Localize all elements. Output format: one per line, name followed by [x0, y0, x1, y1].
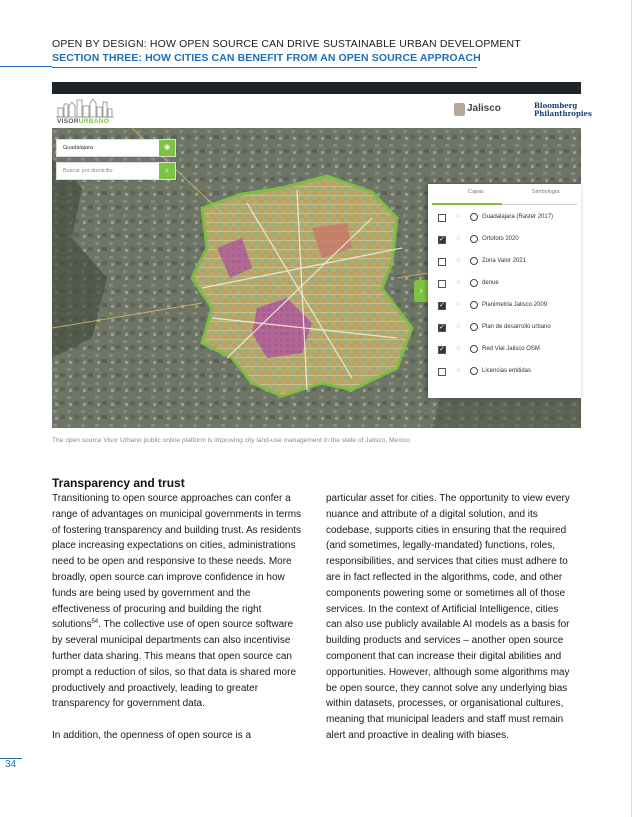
layer-row[interactable] [438, 366, 578, 380]
layer-checkbox[interactable]: ✓ [439, 324, 445, 331]
app-header [52, 94, 592, 128]
tab-layers[interactable]: Capas [468, 189, 484, 195]
drag-handle-icon[interactable]: ⁘ [455, 256, 462, 265]
drag-handle-icon[interactable]: ⁘ [455, 278, 462, 287]
page-number: 34 [5, 759, 17, 770]
search-icon[interactable]: ⌕ [159, 163, 175, 179]
layer-checkbox[interactable]: ✓ [439, 302, 445, 309]
address-search-input[interactable] [56, 162, 176, 180]
left-paragraph-1: Transitioning to open source approaches can confer a range of advantages on municipal governments in terms of fostering transparency and building trust. As residents place increasing expectations on cities, administrations need to be open and responsive to these needs. More broadly, open source can improve confidence in how funds are being used by government and the effectiveness of procuring and building the right solutions$^{54}$. The collective use of open source software by several municipal departments can also incentivise further data sharing. This means that open source can prompt a reduction of silos, so that data is shared more productively and proactively, leading to greater transparency for government data. [52, 493, 302, 710]
figure-caption: The open source Visor Urbano public online platform is improving city land-use management in the state of Jalisco, Mexico [52, 437, 410, 444]
right-paragraph-1: particular asset for cities. The opportunity to view every nuance and attribute of a digital solution, and its codebase, supports cities in ensuring that the required (and sometimes, legally-mandated) functions, roles, responsibilities, and services that cities must adhere to are in fact reflected in the algorithms, code, and other components powering some or sometimes all of those services. In the context of Artificial Intelligence, cities can also use publicly available AI models as a basis for building products and services – another open source component that can increase their digital abilities and opportunities. However, although some algorithms may be open source, they cannot solve any underlying bias within datasets, processes, or organisational cultures, meaning that municipal leaders and staff must remain alert and proactive in dealing with biases. [326, 493, 570, 741]
left-column [52, 491, 302, 744]
visibility-icon[interactable] [470, 301, 478, 309]
layer-label: Planimetria Jalisco 2009 [482, 302, 548, 308]
visibility-icon[interactable] [470, 213, 478, 221]
active-tab-indicator [432, 203, 502, 205]
jalisco-logo: Jalisco [467, 103, 501, 114]
layer-checkbox[interactable]: ✓ [439, 346, 445, 353]
layer-checkbox[interactable] [438, 368, 446, 376]
layers-panel [428, 184, 581, 398]
section-title: SECTION THREE: HOW CITIES CAN BENEFIT FROM AN OPEN SOURCE APPROACH [52, 52, 481, 64]
visor-urbano-logo: VISORURBANO [57, 118, 110, 125]
address-search-placeholder: Buscar por domicilio [63, 168, 113, 174]
layer-label: Zona Valor 2021 [482, 258, 526, 264]
visibility-icon[interactable] [470, 257, 478, 265]
visibility-icon[interactable] [470, 323, 478, 331]
city-skyline-icon [56, 96, 114, 118]
tab-legend[interactable]: Simbología [532, 189, 560, 195]
drag-handle-icon[interactable]: ⁘ [455, 366, 462, 375]
layer-row[interactable] [438, 322, 578, 336]
drag-handle-icon[interactable]: ⁘ [455, 344, 462, 353]
layer-row[interactable] [438, 344, 578, 358]
header-left-rule [0, 66, 52, 67]
drag-handle-icon[interactable]: ⁘ [455, 322, 462, 331]
layer-row[interactable] [438, 300, 578, 314]
visor-urbano-screenshot [52, 82, 592, 428]
layer-checkbox[interactable] [438, 280, 446, 288]
drag-handle-icon[interactable]: ⁘ [455, 300, 462, 309]
section-heading: Transparency and trust [52, 476, 185, 490]
document-title: OPEN BY DESIGN: HOW OPEN SOURCE CAN DRIVE SUSTAINABLE URBAN DEVELOPMENT [52, 38, 521, 50]
drag-handle-icon[interactable]: ⁘ [455, 234, 462, 243]
header-rule [52, 67, 477, 68]
layer-label: Guadalajara (Raster 2017) [482, 214, 554, 220]
location-pin-icon[interactable]: ◉ [159, 140, 175, 156]
visibility-icon[interactable] [470, 345, 478, 353]
visibility-icon[interactable] [470, 367, 478, 375]
city-search-value: Guadalajara [63, 145, 93, 151]
layer-row[interactable] [438, 212, 578, 226]
tab-divider [502, 204, 577, 205]
jalisco-crest-icon [454, 103, 465, 116]
bloomberg-logo: Bloomberg Philanthropies [534, 101, 592, 118]
browser-bar [52, 82, 581, 94]
layer-row[interactable] [438, 278, 578, 292]
layer-label: Ortofoto 2020 [482, 236, 519, 242]
layer-row[interactable] [438, 256, 578, 270]
drag-handle-icon[interactable]: ⁘ [455, 212, 462, 221]
layer-label: Licencias emitidas [482, 368, 532, 374]
layer-checkbox[interactable] [438, 258, 446, 266]
right-column [326, 491, 576, 744]
layer-row[interactable] [438, 234, 578, 248]
layer-checkbox[interactable]: ✓ [439, 236, 445, 243]
footnote-ref[interactable]: 54 [91, 619, 99, 626]
left-paragraph-2: In addition, the openness of open source is a [52, 729, 252, 741]
panel-collapse-button[interactable]: › [414, 280, 428, 302]
layer-label: denue [482, 280, 499, 286]
layer-label: Red Vial Jalisco OSM [482, 346, 540, 352]
layer-label: Plan de desarrollo urbano [482, 324, 551, 330]
running-header [52, 38, 532, 64]
city-search-input[interactable] [56, 139, 176, 157]
layer-checkbox[interactable] [438, 214, 446, 222]
visibility-icon[interactable] [470, 279, 478, 287]
visibility-icon[interactable] [470, 235, 478, 243]
panel-tabs [428, 184, 581, 200]
